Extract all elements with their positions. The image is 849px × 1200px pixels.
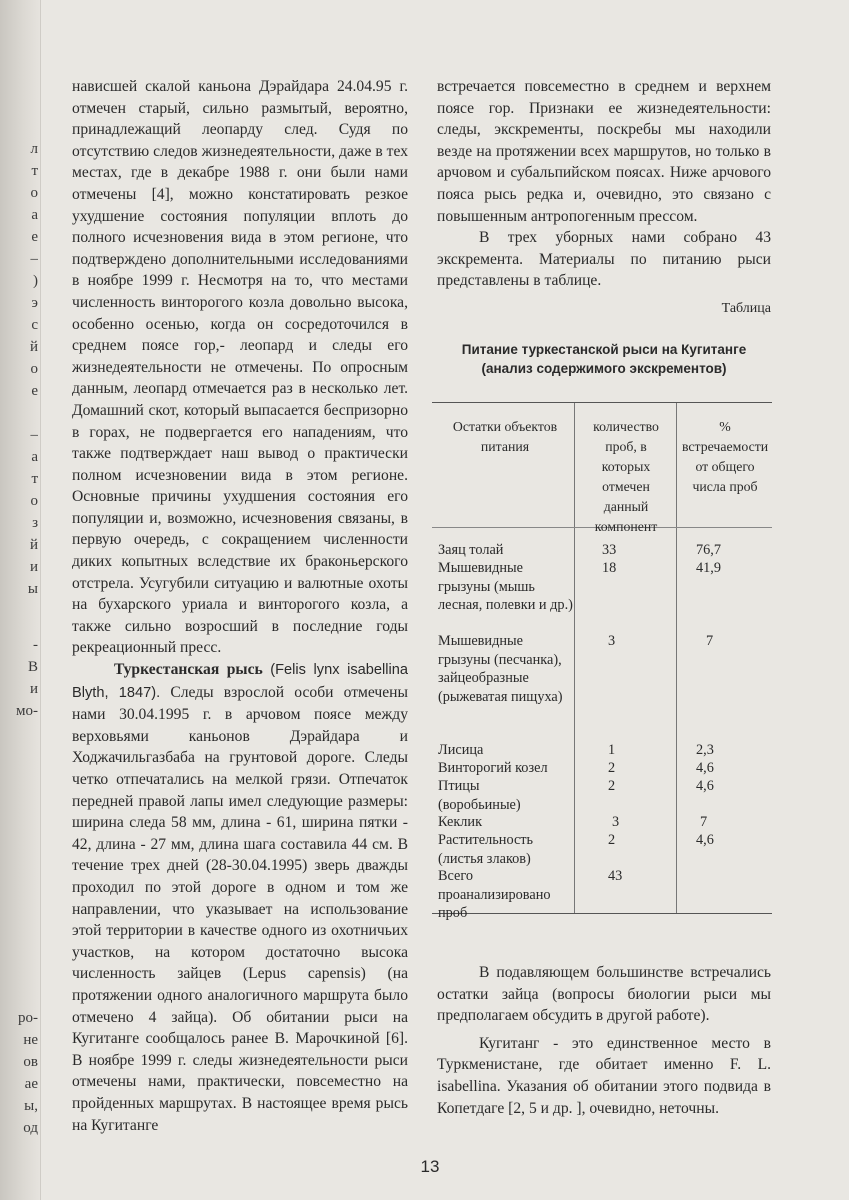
margin-fragment: з	[32, 515, 38, 531]
table-cell: Заяц толай	[438, 542, 504, 558]
table-cell: 3	[608, 633, 616, 649]
table-cell: 33	[602, 542, 617, 558]
margin-fragment: )	[33, 273, 38, 289]
margin-fragment: е	[31, 383, 38, 399]
table-title	[437, 340, 771, 378]
table-cell: 41,9	[696, 560, 722, 576]
table-cell: Винторогий козел	[438, 760, 548, 776]
margin-fragment: мо-	[16, 703, 38, 719]
table-header-cell: количество проб, в которых отмечен данный компонент	[593, 419, 659, 534]
margin-fragment: ы,	[24, 1098, 38, 1114]
margin-fragment: В	[27, 659, 38, 675]
margin-fragment: о	[30, 361, 38, 377]
table-cell: Мышевидные грызуны (песчанка), зайцеобразные (рыжеватая пищуха)	[438, 633, 563, 705]
margin-fragment: й	[29, 339, 38, 355]
table-cell: 18	[602, 560, 617, 576]
lynx-latin-name: (Felis lynx isabellina Blyth, 1847).	[72, 662, 408, 701]
margin-fragment: о	[30, 185, 38, 201]
table-cell: 7	[700, 814, 708, 830]
table-cell: 3	[612, 814, 620, 830]
right-text-column	[437, 76, 771, 292]
table-cell: 7	[706, 633, 714, 649]
table-cell: 76,7	[696, 542, 722, 558]
table-cell: Лисица	[438, 742, 484, 758]
table-cell: 43	[608, 868, 623, 884]
table-header-cell: % встречаемости от общего числа проб	[682, 419, 769, 494]
margin-fragment: т	[31, 163, 38, 179]
leopard-paragraph: нависшей скалой каньона Дэрайдара 24.04.95 г. отмечен старый, сильно размытый, вероятно, принадлежащий леопарду след. Судя по отсутствию следов жизнедеятельности, даже в тех местах, где в декабре 1988 г. они были нами отмечены [4], можно констатировать резкое ухудшение состояния популяции вплоть до полного исчезновения вида в этом регионе, что подтверждено дополнительными исследованиями в ноябре 1999 г. Несмотря на то, что местами численность винторогого козла довольно высока, особенно осенью, когда он сосредоточился в среднем поясе гор,- леопард и следы его жизнедеятельности не отмечены. По опросным данным, леопард отмечается раз в несколько лет. Домашний скот, который выпасается беспризорно в горах, не подвергается его нападениям, что также подтверждает наш вывод о практически полном исчезновении вида в этом регионе. Основные причины ухудшения состояния его популяции и, возможно, исчезновения связаны, в первую очередь, с сокращением численности диких копытных вследствие их браконьерского отстрела. Усугубили ситуацию и валютные охоты на бухарского уриала и винторогого козла, а также сильно возросший в последние годы рекреационный пресс.	[72, 78, 408, 657]
table-header-cell: Остатки объектов питания	[452, 419, 558, 454]
table-cell: 1	[608, 742, 616, 758]
table-cell: 2	[608, 760, 616, 776]
table-cell: Птицы (воробьиные)	[438, 778, 521, 813]
margin-fragment: –	[30, 427, 38, 443]
margin-fragment: ы	[27, 581, 38, 597]
margin-fragment: й	[29, 537, 38, 553]
margin-fragment: и	[29, 681, 38, 697]
table-cell: 4,6	[696, 760, 714, 776]
column-divider	[676, 403, 677, 913]
left-text-column	[72, 76, 408, 1136]
page-number: 13	[420, 1157, 440, 1176]
margin-fragment: с	[31, 317, 38, 333]
margin-fragment: ро-	[18, 1010, 38, 1026]
table-cell: 2	[608, 778, 616, 794]
range-paragraph: Кугитанг - это единственное место в Туркменистане, где обитает именно F. L. isabellina. Указания об обитании этого подвида в Копетдаге [2, 5 и др. ], очевидно, неточны.	[437, 1034, 771, 1117]
diet-table	[432, 402, 772, 921]
margin-fragment: а	[31, 449, 38, 465]
table-cell: Кеклик	[438, 814, 483, 830]
margin-fragment: о	[30, 493, 38, 509]
margin-fragment: од	[23, 1120, 38, 1136]
margin-fragment: т	[31, 471, 38, 487]
lynx-paragraph-body: Следы взрослой особи отмечены нами 30.04.1995 г. в арчовом поясе между верховьями каньонов Дэрайдара и Ходжачильгазбаба на грунтовой дороге. Следы четко отпечатались на мелкой грязи. Отпечаток передней правой лапы имел следующие размеры: ширина следа 58 мм, длина - 61, ширина пятки - 42, длина - 27 мм, длина шага составила 44 см. В течение трех дней (28-30.04.1995) зверь дважды проходил по этой дороге в одном и том же направлении, что указывает на использование этой территории в качестве одного из охотничьих участков, на котором достаточно высока численность зайцев (Lepus capensis) (на протяжении одного аналогичного маршрута было отмечено 4 зайца). Об обитании рыси на Кугитанге сообщалось ранее В. Марочкиной [6]. В ноябре 1999 г. следы жизнедеятельности рыси отмечены нами, практически, повсеместно на пройденных маршрутах. В настоящее время рысь на Кугитанге	[72, 683, 409, 1134]
margin-fragment: ов	[23, 1054, 38, 1070]
conclusion-paragraph: В подавляющем большинстве встречались остатки зайца (вопросы биологии рыси мы предполагаем обсудить в другой работе).	[437, 964, 771, 1025]
right-text-column-bottom	[437, 962, 771, 1119]
lynx-continued-paragraph: встречается повсеместно в среднем и верхнем поясе гор. Признаки ее жизнедеятельности: следы, экскременты, поскребы мы находили везде на протяжении всех маршрутов, но только в арчовом и субальпийском поясах. Ниже арчового пояса рысь редка и, очевидно, это связано с повышенным антропогенным прессом.	[437, 78, 771, 225]
margin-fragment: и	[29, 559, 38, 575]
table-cell: 4,6	[696, 778, 714, 794]
previous-page-edge	[0, 0, 41, 1200]
margin-fragment: –	[30, 251, 38, 267]
margin-fragment: -	[33, 637, 38, 653]
table-cell: 2	[608, 832, 616, 848]
samples-paragraph: В трех уборных нами собрано 43 экскремента. Материалы по питанию рыси представлены в таблице.	[437, 229, 771, 290]
table-cell: Всего проанализировано проб	[438, 868, 551, 921]
table-label: Таблица	[721, 301, 771, 316]
margin-fragment: не	[23, 1032, 38, 1048]
margin-fragment: е	[31, 229, 38, 245]
table-cell: Растительность (листья злаков)	[438, 832, 534, 867]
table-cell: 2,3	[696, 742, 714, 758]
table-title-line: Питание туркестанской рыси на Кугитанге	[461, 342, 747, 357]
lynx-paragraph	[72, 659, 408, 1136]
table-subtitle-line: (анализ содержимого экскрементов)	[481, 361, 727, 376]
table-cell: 4,6	[696, 832, 714, 848]
table-cell: Мышевидные грызуны (мышь лесная, полевки и др.)	[438, 560, 573, 613]
margin-fragment: а	[31, 207, 38, 223]
lynx-heading: Туркестанская рысь	[114, 661, 263, 679]
margin-fragment: л	[30, 141, 38, 157]
margin-fragment: э	[31, 295, 38, 311]
margin-fragment: ае	[24, 1076, 38, 1092]
